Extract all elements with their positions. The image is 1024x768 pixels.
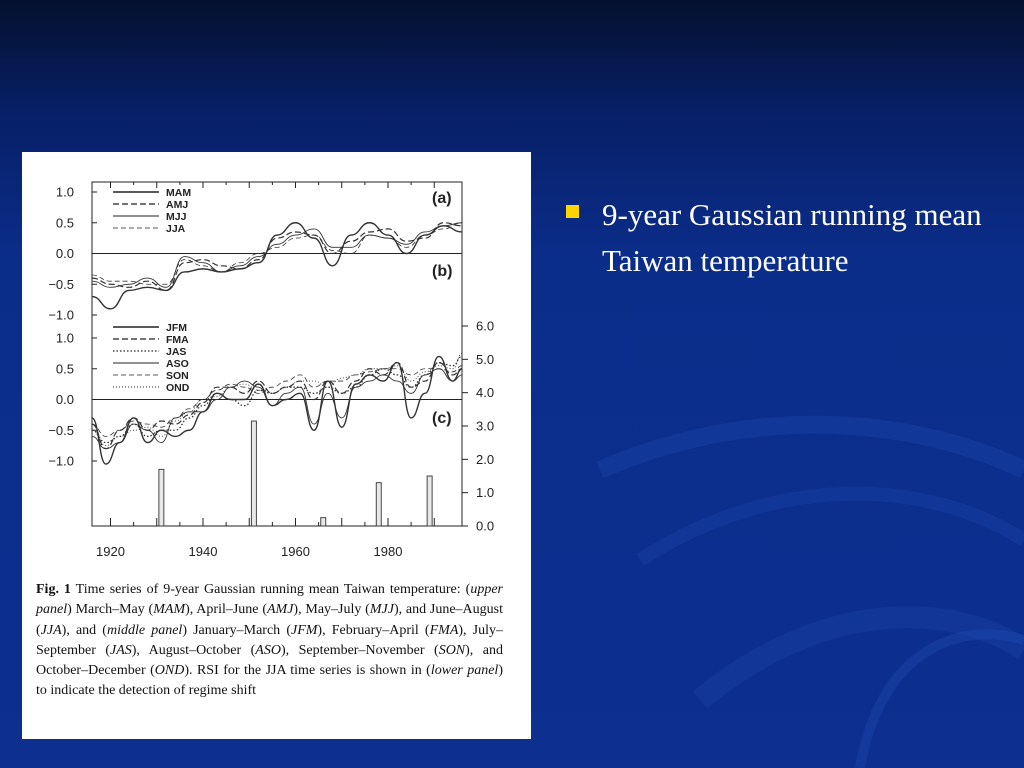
caption-segment: ASO <box>255 642 281 658</box>
y-tick-label: 0.0 <box>55 246 74 261</box>
caption-segment: ), August–October ( <box>131 642 256 658</box>
caption-segment: AMJ <box>266 602 294 618</box>
y-tick-label: −0.5 <box>48 276 74 292</box>
y-right-tick-label: 3.0 <box>476 418 495 434</box>
caption-segment: ) January–March ( <box>182 622 291 638</box>
y-tick-label: −1.0 <box>48 453 74 469</box>
bullet-square-icon <box>566 205 579 218</box>
rsi-bar <box>427 476 432 526</box>
caption-segment: ), July–September ( <box>36 622 504 658</box>
legend-label-mjj: MJJ <box>166 211 187 223</box>
caption-segment: lower panel <box>430 663 499 679</box>
figure-caption <box>36 580 503 702</box>
caption-label: Fig. 1 <box>36 582 71 597</box>
caption-segment: ), and ( <box>61 622 107 638</box>
panel-label: (c) <box>432 410 452 427</box>
caption-segment: ), September–November ( <box>280 642 439 658</box>
caption-segment: ), and June–August ( <box>36 602 504 638</box>
rsi-bar <box>321 518 326 526</box>
caption-segment: upper panel <box>36 582 503 618</box>
rsi-bar <box>251 421 256 526</box>
y-tick-label: −0.5 <box>48 422 74 438</box>
caption-segment: SON <box>438 642 466 658</box>
series-line-mam <box>92 223 462 309</box>
x-tick-label: 1960 <box>281 544 310 559</box>
caption-segment: ), April–June ( <box>185 602 267 618</box>
y-tick-label: 0.0 <box>55 392 74 407</box>
caption-segment: JJA <box>40 622 62 638</box>
panel-label: (b) <box>432 263 453 280</box>
series-line-son <box>92 366 462 437</box>
figure-panel <box>22 152 531 739</box>
y-right-tick-label: 0.0 <box>476 518 495 534</box>
panel-label: (a) <box>432 190 452 207</box>
caption-segment: JFM <box>290 622 318 638</box>
x-tick-label: 1980 <box>373 544 403 559</box>
legend-label-ond: OND <box>166 382 190 394</box>
y-tick-label: −1.0 <box>48 307 74 323</box>
legend-label-aso: ASO <box>166 358 189 370</box>
caption-segment: FMA <box>429 622 459 638</box>
y-tick-label: 0.5 <box>55 215 74 231</box>
caption-segment: OND <box>154 663 185 679</box>
caption-segment: ), May–July ( <box>293 602 370 618</box>
y-right-tick-label: 4.0 <box>476 385 495 401</box>
legend-label-son: SON <box>166 370 189 382</box>
caption-segment: ). RSI for the JJA time series is shown in ( <box>184 663 431 679</box>
legend-label-amj: AMJ <box>166 199 189 211</box>
rsi-bar <box>376 483 381 526</box>
plot-frame <box>92 182 462 526</box>
y-right-tick-label: 6.0 <box>476 318 495 334</box>
caption-segment: ) to indicate the detection of regime shift <box>36 663 503 699</box>
legend-label-mam: MAM <box>166 187 192 199</box>
legend-label-jas: JAS <box>166 346 187 358</box>
chart-figure <box>22 152 531 582</box>
y-right-tick-label: 5.0 <box>476 351 495 367</box>
legend-label-jja: JJA <box>166 223 186 235</box>
caption-segment: ), and October–December ( <box>36 642 503 679</box>
caption-segment: ), February–April ( <box>317 622 430 638</box>
rsi-bar <box>159 469 164 526</box>
caption-segment: JAS <box>110 642 132 658</box>
y-right-tick-label: 1.0 <box>476 485 495 501</box>
caption-segment: ) March–May ( <box>67 602 154 618</box>
caption-segment: MAM <box>153 602 186 618</box>
legend-label-fma: FMA <box>166 334 189 346</box>
series-line-mjj <box>92 223 462 288</box>
y-right-tick-label: 2.0 <box>476 451 495 467</box>
y-tick-label: 1.0 <box>55 184 74 200</box>
series-line-jfm <box>92 356 462 464</box>
caption-segment: Time series of 9-year Gaussian running mean Taiwan temperature: ( <box>70 582 471 597</box>
caption-segment: middle panel <box>106 622 183 638</box>
y-tick-label: 1.0 <box>55 330 74 346</box>
x-tick-label: 1920 <box>96 544 125 559</box>
x-tick-label: 1940 <box>188 544 218 559</box>
series-line-amj <box>92 223 462 291</box>
legend-label-jfm: JFM <box>166 322 187 334</box>
caption-segment: MJJ <box>369 602 394 618</box>
bullet-item-text: 9-year Gaussian running mean Taiwan temperature <box>602 197 982 278</box>
y-tick-label: 0.5 <box>55 361 74 377</box>
